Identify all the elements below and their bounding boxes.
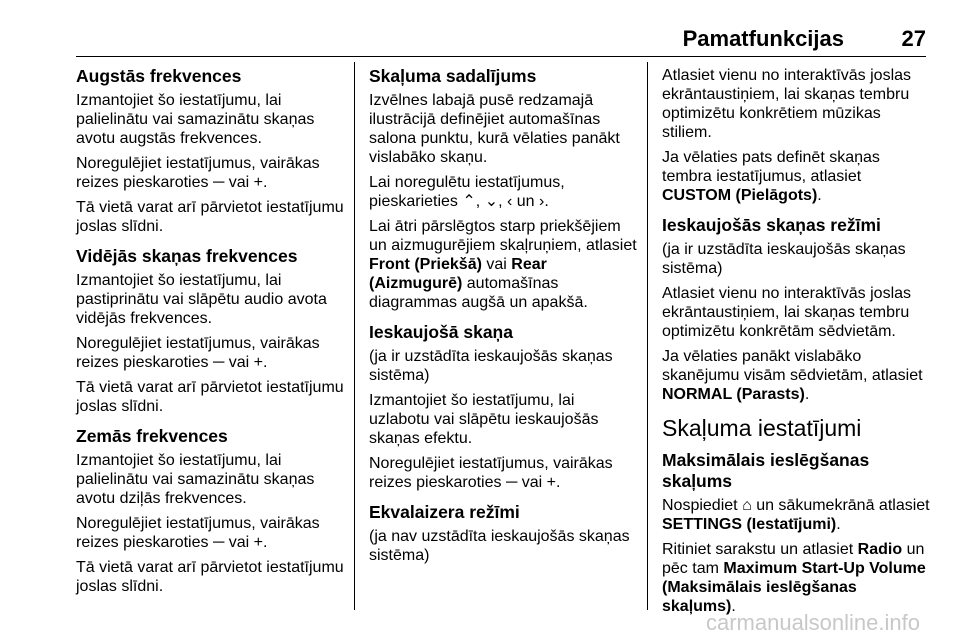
text: . — [556, 474, 561, 491]
paragraph: Tā vietā varat arī pārvietot iestatījumu joslas slīdni. — [76, 199, 344, 235]
minus-icon: ─ — [505, 474, 518, 491]
text: vai — [228, 354, 250, 371]
paragraph: (ja ir uzstādīta ieskaujošās skaņas sistēma) — [662, 241, 906, 277]
section-low-frequencies — [76, 426, 344, 596]
paragraph: Izmantojiet šo iestatījumu, lai pastiprinātu vai slāpētu audio avota vidējās frekvences. — [76, 272, 327, 327]
text: . — [263, 534, 268, 551]
paragraph: Lai noregulētu iestatījumus, pieskarieties ⌃, ⌄, ‹ un ›. — [369, 174, 565, 210]
text: vai — [228, 534, 250, 551]
plus-icon: + — [253, 354, 263, 371]
paragraph: Ja vēlaties panākt vislabāko skanējumu visām sēdvietām, atlasiet NORMAL (Parasts). — [662, 348, 923, 403]
column-2 — [369, 66, 637, 575]
text: vai — [486, 256, 507, 273]
minus-icon: ─ — [212, 174, 225, 191]
paragraph: Izmantojiet šo iestatījumu, lai palielinātu vai samazinātu skaņas avotu dziļās frekvences. — [76, 452, 315, 507]
section-surround-sound — [369, 322, 637, 492]
paragraph: Tā vietā varat arī pārvietot iestatījumu joslas slīdni. — [76, 379, 344, 415]
paragraph: Izvēlnes labajā pusē redzamajā ilustrācijā definējiet automašīnas salona punktu, kurā vēlaties panākt vislabāko skaņu. — [369, 92, 620, 166]
page-header — [0, 26, 960, 60]
paragraph: Atlasiet vienu no interaktīvās joslas ekrāntaustiņiem, lai skaņas tembru optimizētu konkrētām sēdvietām. — [662, 285, 912, 340]
section-heading: Skaļuma sadalījums — [369, 66, 537, 86]
chevron-up-icon: ⌃ — [462, 193, 476, 210]
max-volume-label: Maximum Start-Up Volume (Maksimālais ieslēgšanas skaļums) — [662, 560, 926, 615]
section-equalizer-continued — [662, 66, 932, 205]
text: Ritiniet sarakstu un atlasiet — [662, 541, 854, 558]
plus-icon: + — [546, 474, 556, 491]
page-title: Pamatfunkcijas — [682, 26, 844, 51]
text: Lai ātri pārslēgtos starp priekšējiem un aizmugurējiem skaļruņiem, atlasiet — [369, 218, 637, 254]
text: un — [516, 193, 535, 210]
watermark: carmanualsonline.info — [705, 610, 920, 635]
paragraph: (ja nav uzstādīta ieskaujošās skaņas sistēma) — [369, 528, 630, 564]
paragraph: Atlasiet vienu no interaktīvās joslas ekrāntaustiņiem, lai skaņas tembru optimizētu konkrētiem mūzikas stiliem. — [662, 67, 912, 141]
section-volume-distribution — [369, 66, 637, 312]
page-number: 27 — [901, 26, 926, 51]
text: . — [263, 174, 268, 191]
text: Lai noregulētu iestatījumus, pieskarieties — [369, 174, 565, 210]
paragraph: Tā vietā varat arī pārvietot iestatījumu joslas slīdni. — [76, 559, 344, 595]
plus-icon: + — [253, 534, 263, 551]
home-icon: ⌂ — [742, 497, 752, 514]
custom-label: CUSTOM (Pielāgots) — [662, 187, 818, 204]
paragraph: Ja vēlaties pats definēt skaņas tembra iestatījumus, atlasiet CUSTOM (Pielāgots). — [662, 149, 880, 204]
front-label: Front (Priekšā) — [369, 256, 482, 273]
text: un sākumekrānā atlasiet — [756, 497, 930, 514]
header-rule — [76, 56, 926, 57]
column-divider — [354, 62, 355, 610]
text: . — [263, 354, 268, 371]
section-equalizer-modes — [369, 502, 637, 565]
column-divider — [647, 62, 648, 610]
text: Noregulējiet iestatījumus, vairākas reizes pieskaroties — [76, 155, 320, 191]
normal-label: NORMAL (Parasts) — [662, 386, 805, 403]
paragraph — [369, 217, 637, 312]
chevron-right-icon: › — [539, 193, 545, 210]
text: vai — [521, 474, 543, 491]
section-mid-frequencies — [76, 246, 344, 416]
chevron-down-icon: ⌄ — [484, 193, 499, 210]
paragraph — [369, 454, 637, 492]
minus-icon: ─ — [212, 354, 225, 371]
section-heading: Zemās frekvences — [76, 426, 228, 446]
paragraph: Izmantojiet šo iestatījumu, lai palielinātu vai samazinātu skaņas avotu augstās frekvences. — [76, 92, 315, 147]
column-3 — [662, 66, 932, 622]
plus-icon: + — [253, 174, 263, 191]
text: Noregulējiet iestatījumus, vairākas reizes pieskaroties — [76, 335, 320, 371]
minus-icon: ─ — [212, 534, 225, 551]
section-high-frequencies — [76, 66, 344, 236]
section-heading: Ekvalaizera režīmi — [369, 502, 520, 522]
paragraph: Izmantojiet šo iestatījumu, lai uzlabotu vai slāpētu ieskaujošās skaņas efektu. — [369, 392, 599, 447]
chapter-heading: Skaļuma iestatījumi — [662, 415, 862, 441]
chevron-left-icon: ‹ — [506, 193, 513, 210]
section-volume-settings — [662, 414, 932, 616]
text: Nospiediet — [662, 497, 738, 514]
section-heading: Augstās frekvences — [76, 66, 242, 86]
section-heading: Ieskaujošās skaņas režīmi — [662, 215, 881, 235]
paragraph: (ja ir uzstādīta ieskaujošās skaņas sistēma) — [369, 348, 613, 384]
text: Noregulējiet iestatījumus, vairākas reizes pieskaroties — [76, 515, 320, 551]
text: un pēc tam — [662, 541, 925, 577]
text: vai — [228, 174, 250, 191]
paragraph — [76, 514, 344, 552]
text: Ja vēlaties pats definēt skaņas tembra iestatījumus, atlasiet — [662, 149, 880, 185]
section-heading: Vidējās skaņas frekvences — [76, 246, 298, 266]
section-heading: Maksimālais ieslēgšanas skaļums — [662, 450, 870, 491]
text: Ja vēlaties panākt vislabāko skanējumu visām sēdvietām, atlasiet — [662, 348, 923, 384]
paragraph — [76, 334, 344, 372]
section-heading: Ieskaujošā skaņa — [369, 322, 513, 342]
paragraph: Ritiniet sarakstu un atlasiet Radio un pēc tam Maximum Start-Up Volume (Maksimālais ieslēgšanas skaļums). — [662, 541, 926, 615]
paragraph — [76, 154, 344, 192]
radio-label: Radio — [857, 541, 903, 558]
text: automašīnas diagrammas augšā un apakšā. — [369, 275, 588, 311]
settings-label: SETTINGS (Iestatījumi) — [662, 516, 837, 533]
section-surround-modes — [662, 215, 932, 404]
text: Noregulējiet iestatījumus, vairākas reizes pieskaroties — [369, 455, 613, 491]
paragraph: Nospiediet ⌂ un sākumekrānā atlasiet SETTINGS (Iestatījumi). — [662, 497, 930, 533]
rear-label: Rear (Aizmugurē) — [369, 256, 547, 292]
column-1 — [76, 66, 344, 606]
